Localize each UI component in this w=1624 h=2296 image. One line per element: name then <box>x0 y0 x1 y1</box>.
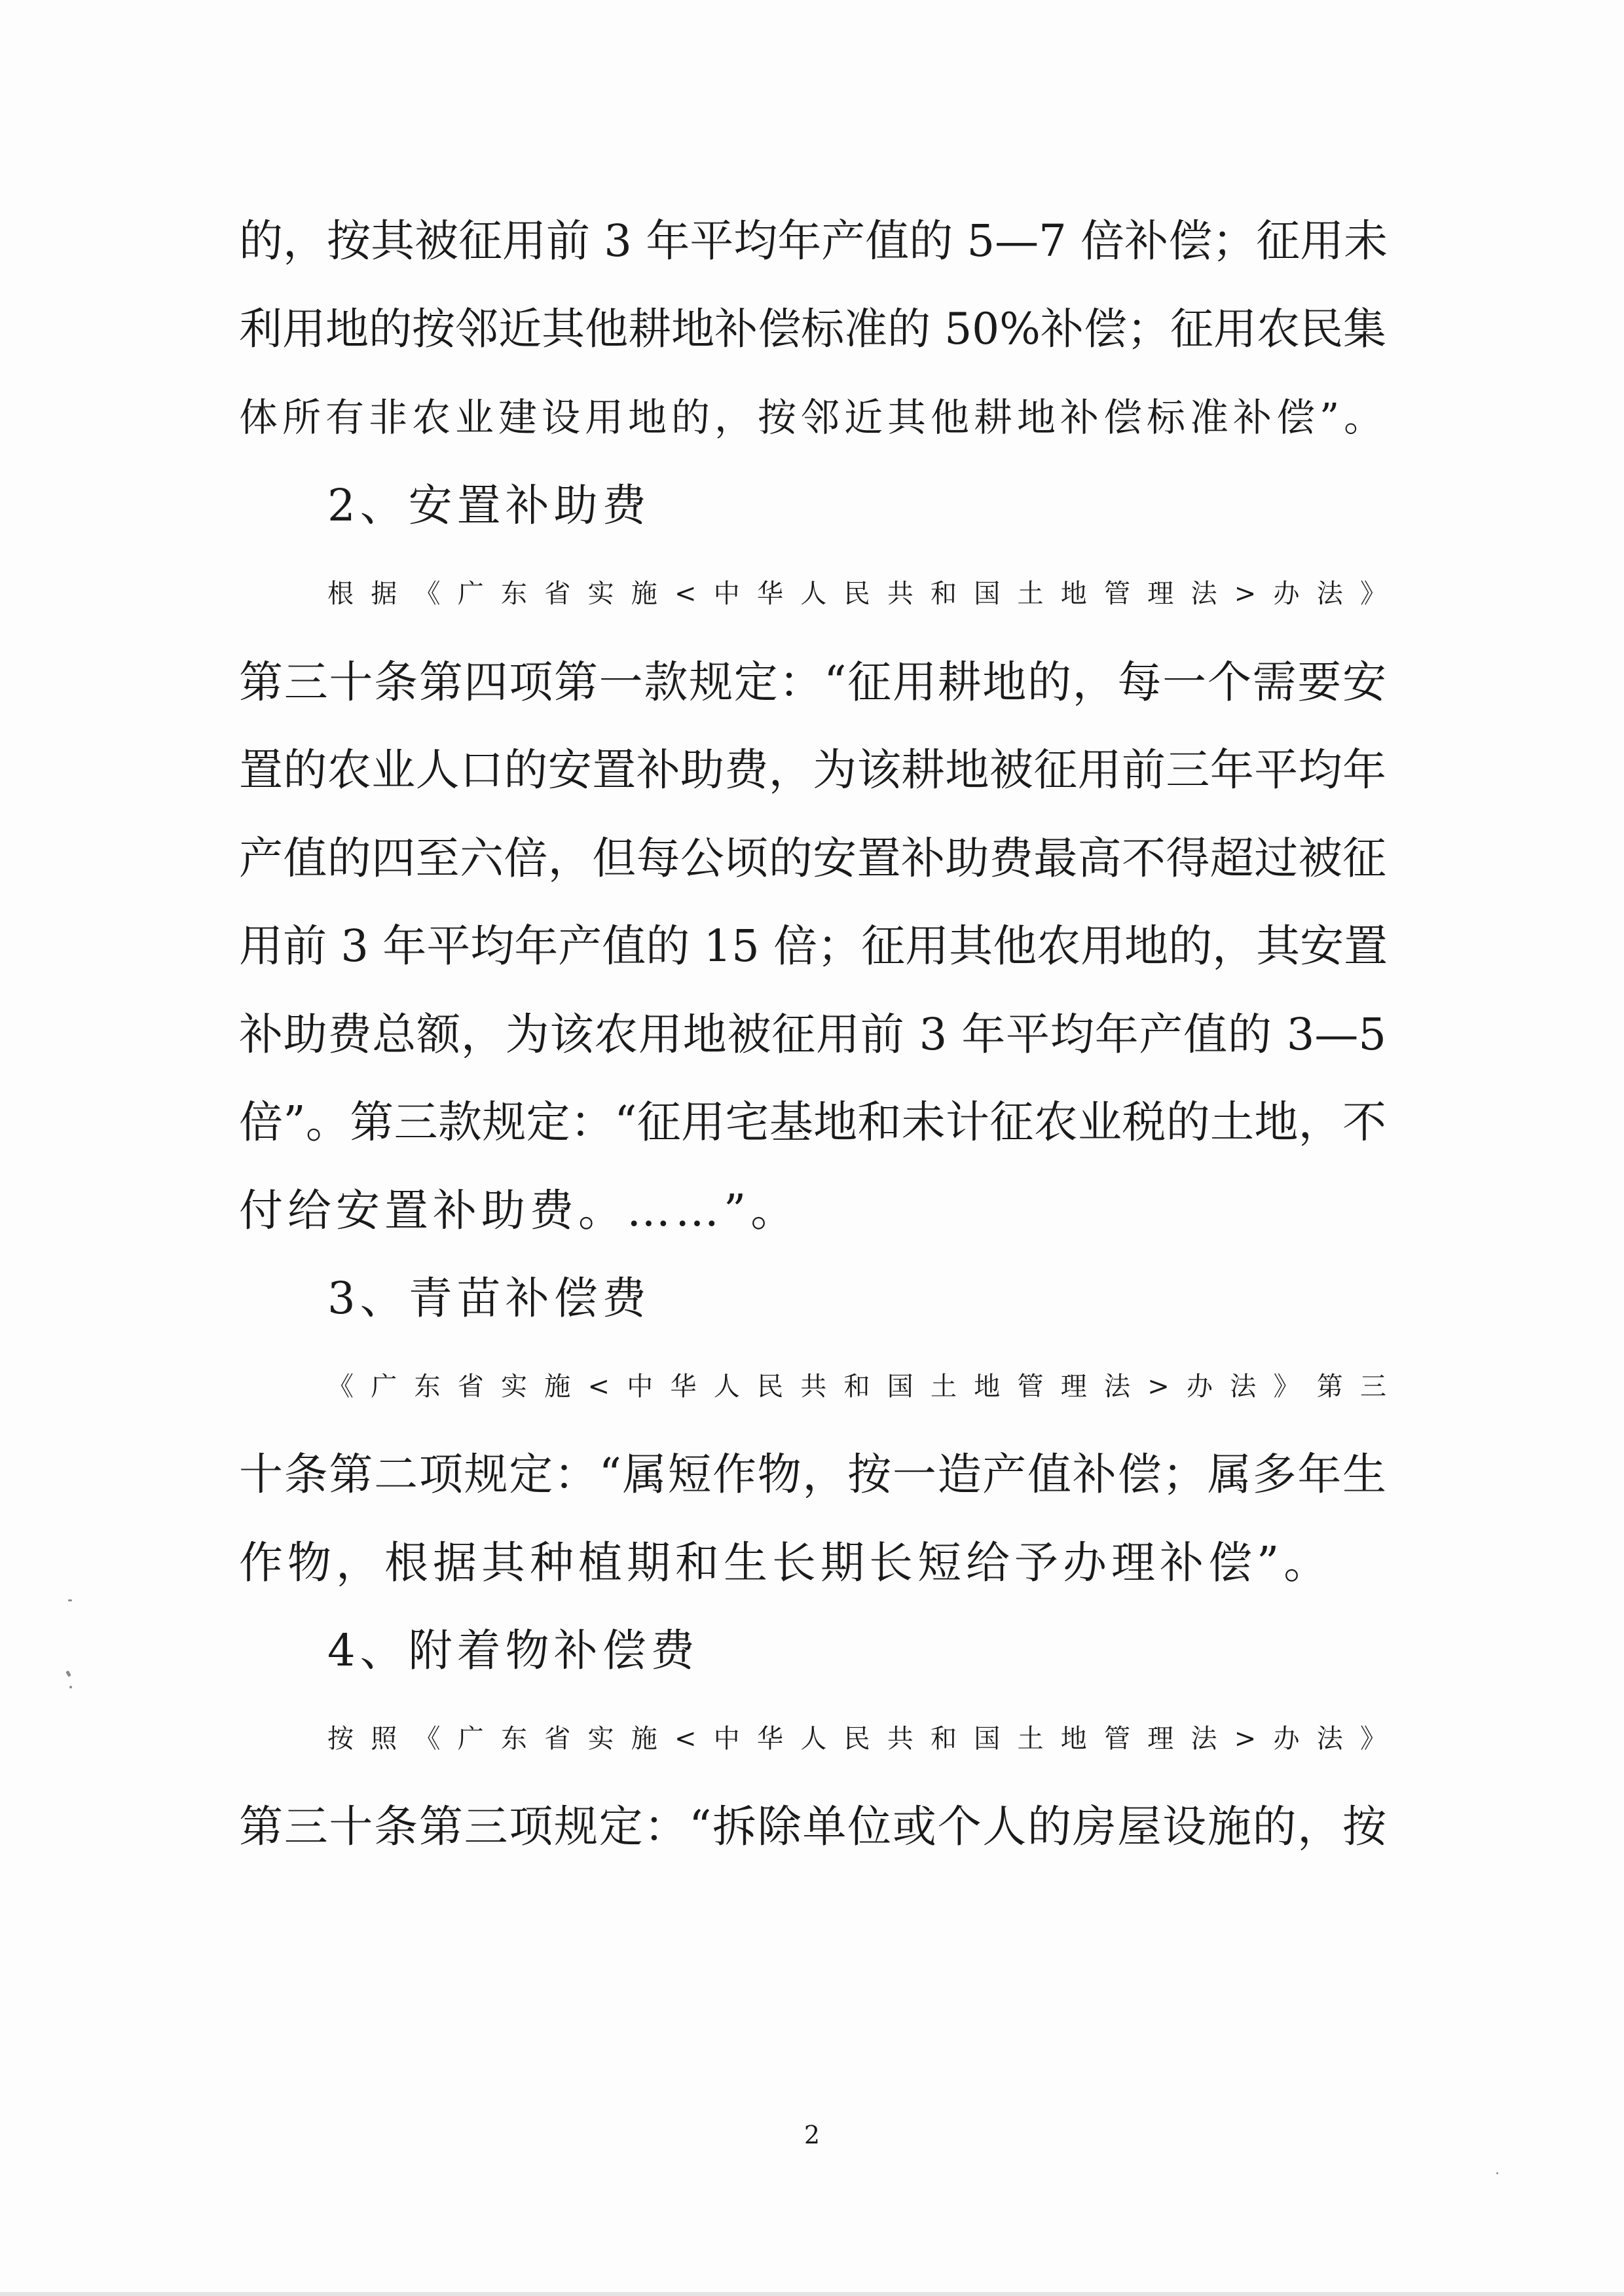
text-line: 十条第二项规定：“属短作物，按一造产值补偿；属多年生 <box>239 1449 1386 1500</box>
text-line: 作物，根据其种植期和生长期长短给予办理补偿”。 <box>239 1537 1333 1588</box>
page-number: 2 <box>803 2121 821 2149</box>
section-heading: 3、青苗补偿费 <box>327 1273 651 1324</box>
text-line: 付给安置补助费。……”。 <box>239 1185 800 1236</box>
text-line: 《广东省实施<中华人民共和国土地管理法>办法》第三 <box>327 1372 1386 1402</box>
text-line: 产值的四至六倍，但每公顷的安置补助费最高不得超过被征 <box>239 833 1386 884</box>
scan-speck <box>69 1686 72 1688</box>
scan-edge <box>0 2292 1624 2296</box>
section-heading: 2、安置补助费 <box>327 480 651 531</box>
scan-speck <box>65 1670 71 1677</box>
text-line: 的，按其被征用前 3 年平均年产值的 5—7 倍补偿；征用未 <box>239 215 1388 266</box>
text-line: 置的农业人口的安置补助费，为该耕地被征用前三年平均年 <box>239 744 1386 795</box>
text-line: 第三十条第三项规定：“拆除单位或个人的房屋设施的，按 <box>239 1801 1386 1852</box>
text-line: 体所有非农业建设用地的，按邻近其他耕地补偿标准补偿”。 <box>239 395 1388 440</box>
text-line: 补助费总额，为该农用地被征用前 3 年平均年产值的 3—5 <box>239 1009 1386 1060</box>
text-line: 第三十条第四项第一款规定：“征用耕地的，每一个需要安 <box>239 657 1386 708</box>
text-line: 利用地的按邻近其他耕地补偿标准的 50%补偿；征用农民集 <box>239 304 1386 354</box>
text-line: 用前 3 年平均年产值的 15 倍；征用其他农用地的，其安置 <box>239 920 1388 972</box>
scan-speck <box>1496 2172 1498 2174</box>
scan-speck <box>68 1599 72 1601</box>
section-heading: 4、附着物补偿费 <box>327 1625 699 1676</box>
text-line: 根据《广东省实施<中华人民共和国土地管理法>办法》 <box>327 579 1386 609</box>
text-line: 倍”。第三款规定：“征用宅基地和未计征农业税的土地，不 <box>239 1097 1386 1148</box>
text-line: 按照《广东省实施<中华人民共和国土地管理法>办法》 <box>327 1724 1386 1754</box>
